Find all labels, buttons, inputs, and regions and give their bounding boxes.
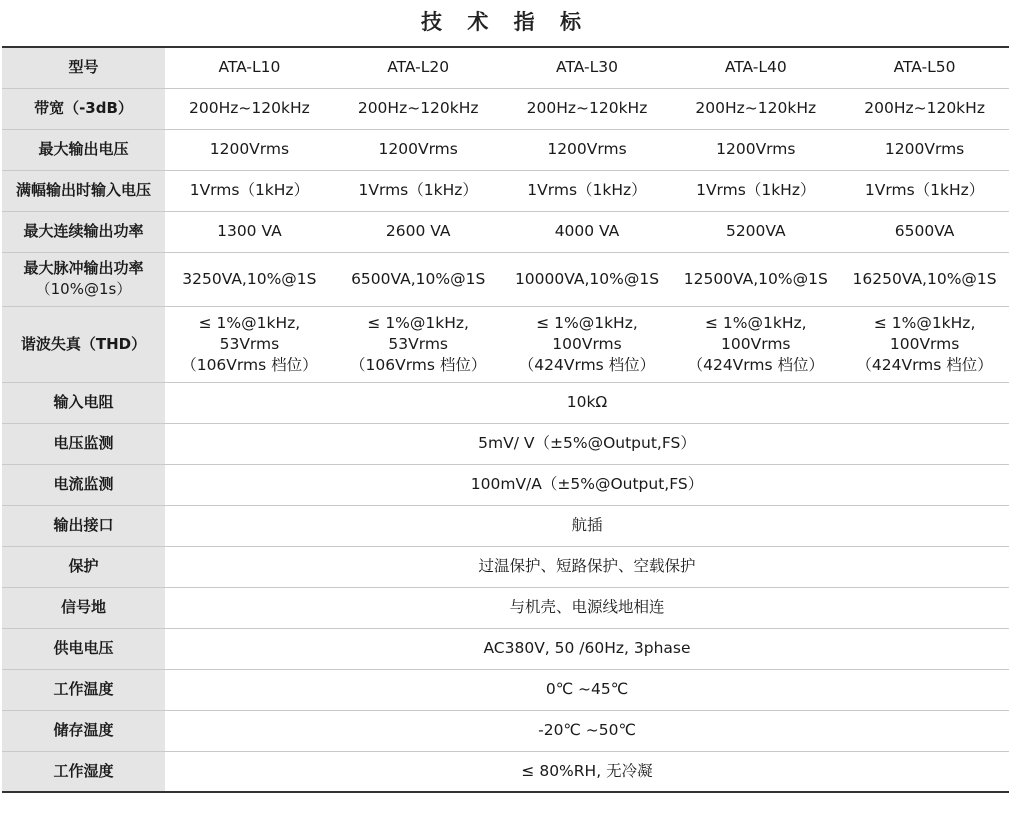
value-line: （424Vrms 档位） <box>518 355 656 374</box>
shared-value-cell: 与机壳、电源线地相连 <box>165 587 1009 628</box>
value-cell: 6500VA,10%@1S <box>334 252 503 306</box>
row-label <box>2 252 165 306</box>
model-cell: ATA-L40 <box>671 47 840 88</box>
value-cell: 10000VA,10%@1S <box>503 252 672 306</box>
value-line: 53Vrms <box>388 334 448 353</box>
row-label: 型号 <box>2 47 165 88</box>
row-label: 输入电阻 <box>2 382 165 423</box>
value-line: ≤ 1%@1kHz, <box>705 313 807 332</box>
table-row-thd <box>2 306 1009 382</box>
value-cell: 1300 VA <box>165 211 334 252</box>
table-row-output-interface <box>2 505 1009 546</box>
shared-value-cell: 5mV/ V（±5%@Output,FS） <box>165 423 1009 464</box>
value-cell: 16250VA,10%@1S <box>840 252 1009 306</box>
value-line: ≤ 1%@1kHz, <box>198 313 301 332</box>
value-cell: 200Hz~120kHz <box>165 88 334 129</box>
value-cell: 2600 VA <box>334 211 503 252</box>
page-title: 技 术 指 标 <box>421 10 590 34</box>
shared-value-cell: ≤ 80%RH, 无冷凝 <box>165 751 1009 792</box>
shared-value-cell: AC380V, 50 /60Hz, 3phase <box>165 628 1009 669</box>
model-cell: ATA-L50 <box>840 47 1009 88</box>
model-cell: ATA-L30 <box>503 47 672 88</box>
value-line: （424Vrms 档位） <box>687 355 824 374</box>
model-cell: ATA-L20 <box>334 47 503 88</box>
value-line: 100Vrms <box>552 334 622 353</box>
row-label: 最大连续输出功率 <box>2 211 165 252</box>
value-cell: 1200Vrms <box>671 129 840 170</box>
row-label: 储存温度 <box>2 710 165 751</box>
value-cell <box>165 306 334 382</box>
table-row-continuous-power <box>2 211 1009 252</box>
value-cell: 200Hz~120kHz <box>671 88 840 129</box>
table-row-model <box>2 47 1009 88</box>
value-cell: 4000 VA <box>503 211 672 252</box>
value-line: ≤ 1%@1kHz, <box>367 313 469 332</box>
model-cell: ATA-L10 <box>165 47 334 88</box>
value-line: （424Vrms 档位） <box>856 355 993 374</box>
table-row-protection <box>2 546 1009 587</box>
value-cell: 1Vrms（1kHz） <box>334 170 503 211</box>
row-label: 带宽（-3dB） <box>2 88 165 129</box>
table-row-operating-humidity <box>2 751 1009 792</box>
value-line: 53Vrms <box>219 334 280 353</box>
value-line: （106Vrms 档位） <box>350 355 487 374</box>
row-label: 谐波失真（THD） <box>2 306 165 382</box>
value-cell: 1200Vrms <box>503 129 672 170</box>
shared-value-cell: 10kΩ <box>165 382 1009 423</box>
table-row-voltage-monitor <box>2 423 1009 464</box>
row-label: 电压监测 <box>2 423 165 464</box>
row-label: 满幅输出时输入电压 <box>2 170 165 211</box>
value-cell <box>503 306 672 382</box>
value-cell: 12500VA,10%@1S <box>671 252 840 306</box>
table-row-pulse-power <box>2 252 1009 306</box>
value-cell: 200Hz~120kHz <box>840 88 1009 129</box>
table-row-bandwidth <box>2 88 1009 129</box>
value-cell: 200Hz~120kHz <box>334 88 503 129</box>
value-line: 100Vrms <box>721 334 791 353</box>
value-line: ≤ 1%@1kHz, <box>536 313 638 332</box>
row-label: 电流监测 <box>2 464 165 505</box>
shared-value-cell: 航插 <box>165 505 1009 546</box>
row-label: 工作温度 <box>2 669 165 710</box>
value-line: （106Vrms 档位） <box>181 355 318 374</box>
shared-value-cell: -20℃ ~50℃ <box>165 710 1009 751</box>
table-row-input-resistance <box>2 382 1009 423</box>
table-row-max-output-voltage <box>2 129 1009 170</box>
shared-value-cell: 过温保护、短路保护、空载保护 <box>165 546 1009 587</box>
value-cell: 1Vrms（1kHz） <box>671 170 840 211</box>
spec-table <box>2 46 1009 793</box>
row-label-line: （10%@1s） <box>35 280 132 298</box>
value-cell: 1200Vrms <box>840 129 1009 170</box>
row-label: 工作湿度 <box>2 751 165 792</box>
value-line: ≤ 1%@1kHz, <box>873 313 976 332</box>
value-cell: 5200VA <box>671 211 840 252</box>
value-cell <box>334 306 503 382</box>
value-cell: 1200Vrms <box>165 129 334 170</box>
value-cell: 1Vrms（1kHz） <box>165 170 334 211</box>
value-cell: 1Vrms（1kHz） <box>503 170 672 211</box>
value-cell: 1Vrms（1kHz） <box>840 170 1009 211</box>
table-row-signal-ground <box>2 587 1009 628</box>
table-row-supply-voltage <box>2 628 1009 669</box>
value-cell: 200Hz~120kHz <box>503 88 672 129</box>
table-row-storage-temp <box>2 710 1009 751</box>
value-cell <box>840 306 1009 382</box>
table-row-operating-temp <box>2 669 1009 710</box>
value-cell: 6500VA <box>840 211 1009 252</box>
row-label-line: 最大脉冲输出功率 <box>23 259 144 277</box>
row-label: 输出接口 <box>2 505 165 546</box>
shared-value-cell: 0℃ ~45℃ <box>165 669 1009 710</box>
value-cell: 1200Vrms <box>334 129 503 170</box>
table-row-current-monitor <box>2 464 1009 505</box>
table-row-input-voltage <box>2 170 1009 211</box>
value-line: 100Vrms <box>889 334 960 353</box>
row-label: 信号地 <box>2 587 165 628</box>
row-label: 保护 <box>2 546 165 587</box>
value-cell <box>671 306 840 382</box>
row-label: 供电电压 <box>2 628 165 669</box>
value-cell: 3250VA,10%@1S <box>165 252 334 306</box>
row-label: 最大输出电压 <box>2 129 165 170</box>
shared-value-cell: 100mV/A（±5%@Output,FS） <box>165 464 1009 505</box>
